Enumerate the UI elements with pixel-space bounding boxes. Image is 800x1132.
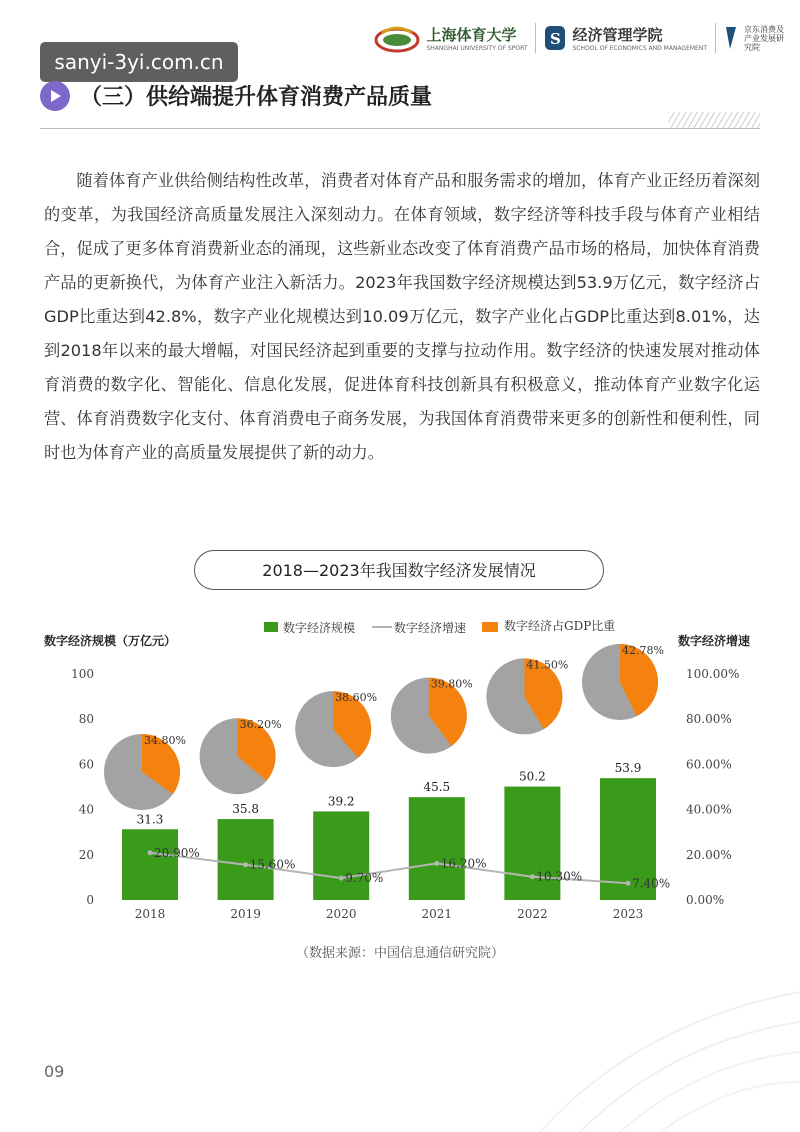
x-tick-label: 2022 (517, 907, 548, 921)
y-tick-right: 60.00% (686, 757, 732, 772)
y-axis-right-title: 数字经济增速 (678, 634, 751, 648)
logo1-sub: SHANGHAI UNIVERSITY OF SPORT (426, 45, 528, 52)
y-tick-right: 20.00% (686, 847, 732, 862)
growth-point (243, 862, 248, 867)
watermark: sanyi-3yi.com.cn (40, 42, 238, 82)
hatch-decoration (668, 112, 760, 128)
y-tick-right: 0.00% (686, 893, 725, 907)
growth-rate-label: 20.90% (154, 845, 200, 860)
y-tick-left: 40 (78, 802, 94, 817)
legend-pie-label: 数字经济占GDP比重 (504, 619, 616, 633)
jd-logo (724, 25, 786, 52)
y-tick-right: 80.00% (686, 712, 732, 727)
pie-gdp-share-label: 38.60% (335, 691, 378, 705)
pie-gdp-share-label: 41.50% (526, 658, 569, 672)
bar (409, 797, 465, 900)
jd-emblem-icon (724, 25, 738, 51)
logo3-name: 京东消费及产业发展研究院 (744, 24, 784, 52)
legend-bar-label: 数字经济规模 (283, 621, 356, 635)
bar-value-label: 53.9 (614, 761, 642, 776)
bar-value-label: 35.8 (232, 802, 259, 817)
logo-divider (715, 23, 716, 53)
pie-gdp-share-label: 39.80% (430, 677, 473, 691)
growth-point (339, 876, 344, 881)
logo2-sub: SCHOOL OF ECONOMICS AND MANAGEMENT (572, 45, 707, 52)
legend-pie-swatch (482, 622, 498, 632)
legend-line-label: 数字经济增速 (394, 621, 467, 635)
section-title: （三）供给端提升体育消费产品质量 (80, 85, 433, 110)
logo-divider (535, 23, 536, 53)
x-tick-label: 2020 (325, 907, 357, 921)
bar-value-label: 50.2 (519, 769, 546, 784)
sem-emblem-icon (544, 25, 566, 51)
page-number: 09 (44, 1062, 65, 1081)
logo1-name: 上海体育大学 (426, 26, 517, 44)
y-tick-left: 0 (86, 893, 94, 907)
x-tick-label: 2023 (612, 907, 644, 921)
growth-point (148, 850, 153, 855)
x-tick-label: 2018 (134, 907, 166, 921)
y-tick-left: 100 (71, 667, 94, 681)
y-tick-right: 100.00% (686, 667, 740, 681)
logo2-name: 经济管理学院 (572, 26, 663, 44)
bar-value-label: 31.3 (136, 812, 164, 827)
svg-text:S: S (550, 30, 562, 48)
bar-value-label: 39.2 (327, 794, 355, 809)
y-tick-left: 20 (78, 847, 94, 862)
pie-gdp-share-label: 34.80% (144, 734, 186, 747)
y-tick-left: 60 (78, 757, 94, 772)
y-tick-right: 40.00% (686, 802, 732, 817)
shus-logo (374, 23, 527, 53)
y-axis-left-title: 数字经济规模（万亿元） (44, 634, 177, 648)
growth-point (434, 861, 439, 866)
sem-logo (544, 24, 707, 52)
bar (122, 829, 178, 900)
pie-gdp-share-label: 36.20% (239, 718, 282, 732)
bar (313, 811, 369, 900)
growth-rate-label: 9.70% (345, 871, 384, 886)
title-rule (40, 128, 760, 129)
y-tick-left: 80 (78, 712, 94, 727)
growth-rate-label: 10.30% (536, 869, 583, 884)
pie-gdp-share-label: 42.78% (622, 644, 664, 657)
play-icon (40, 81, 70, 111)
data-source: （数据来源：中国信息通信研究院） (295, 946, 504, 961)
growth-rate-label: 15.60% (249, 857, 296, 872)
wave-decoration (500, 869, 800, 1132)
legend-bar-swatch (264, 622, 278, 632)
bar-value-label: 45.5 (423, 780, 451, 795)
body-paragraph: 随着体育产业供给侧结构性改革，消费者对体育产品和服务需求的增加，体育产业正经历着深刻的变革，为我国经济高质量发展注入深刻动力。在体育领域，数字经济等科技手段与体育产业相结合，促成了更多体育消费新业态的涌现，这些新业态改变了体育消费产品市场的格局，加快体育消费产品的更新换代，为体育产业注入新活力。2023年我国数字经济规模达到53.9万亿元，数字经济占GDP比重达到42.8%，数字产业化规模达到10.09万亿元，数字产业化占GDP比重达到8.01%，达到2018年以来的最大增幅，对国民经济起到重要的支撑与拉动作用。数字经济的快速发展对推动体育消费的数字化、智能化、信息化发展，促进体育科技创新具有积极意义，推动体育产业数字化运营、体育消费数字化支付、体育消费电子商务发展，为我国体育消费带来更多的创新性和便利性，同时也为体育产业的高质量发展提供了新的动力。 (44, 171, 760, 462)
growth-rate-label: 7.40% (632, 876, 671, 891)
header-logos (374, 18, 786, 58)
chart-title: 2018—2023年我国数字经济发展情况 (194, 550, 604, 590)
growth-rate-label: 16.20% (440, 856, 487, 871)
x-tick-label: 2021 (421, 907, 453, 921)
shus-emblem-icon (374, 23, 420, 53)
x-tick-label: 2019 (230, 907, 261, 921)
section-heading (40, 80, 432, 111)
